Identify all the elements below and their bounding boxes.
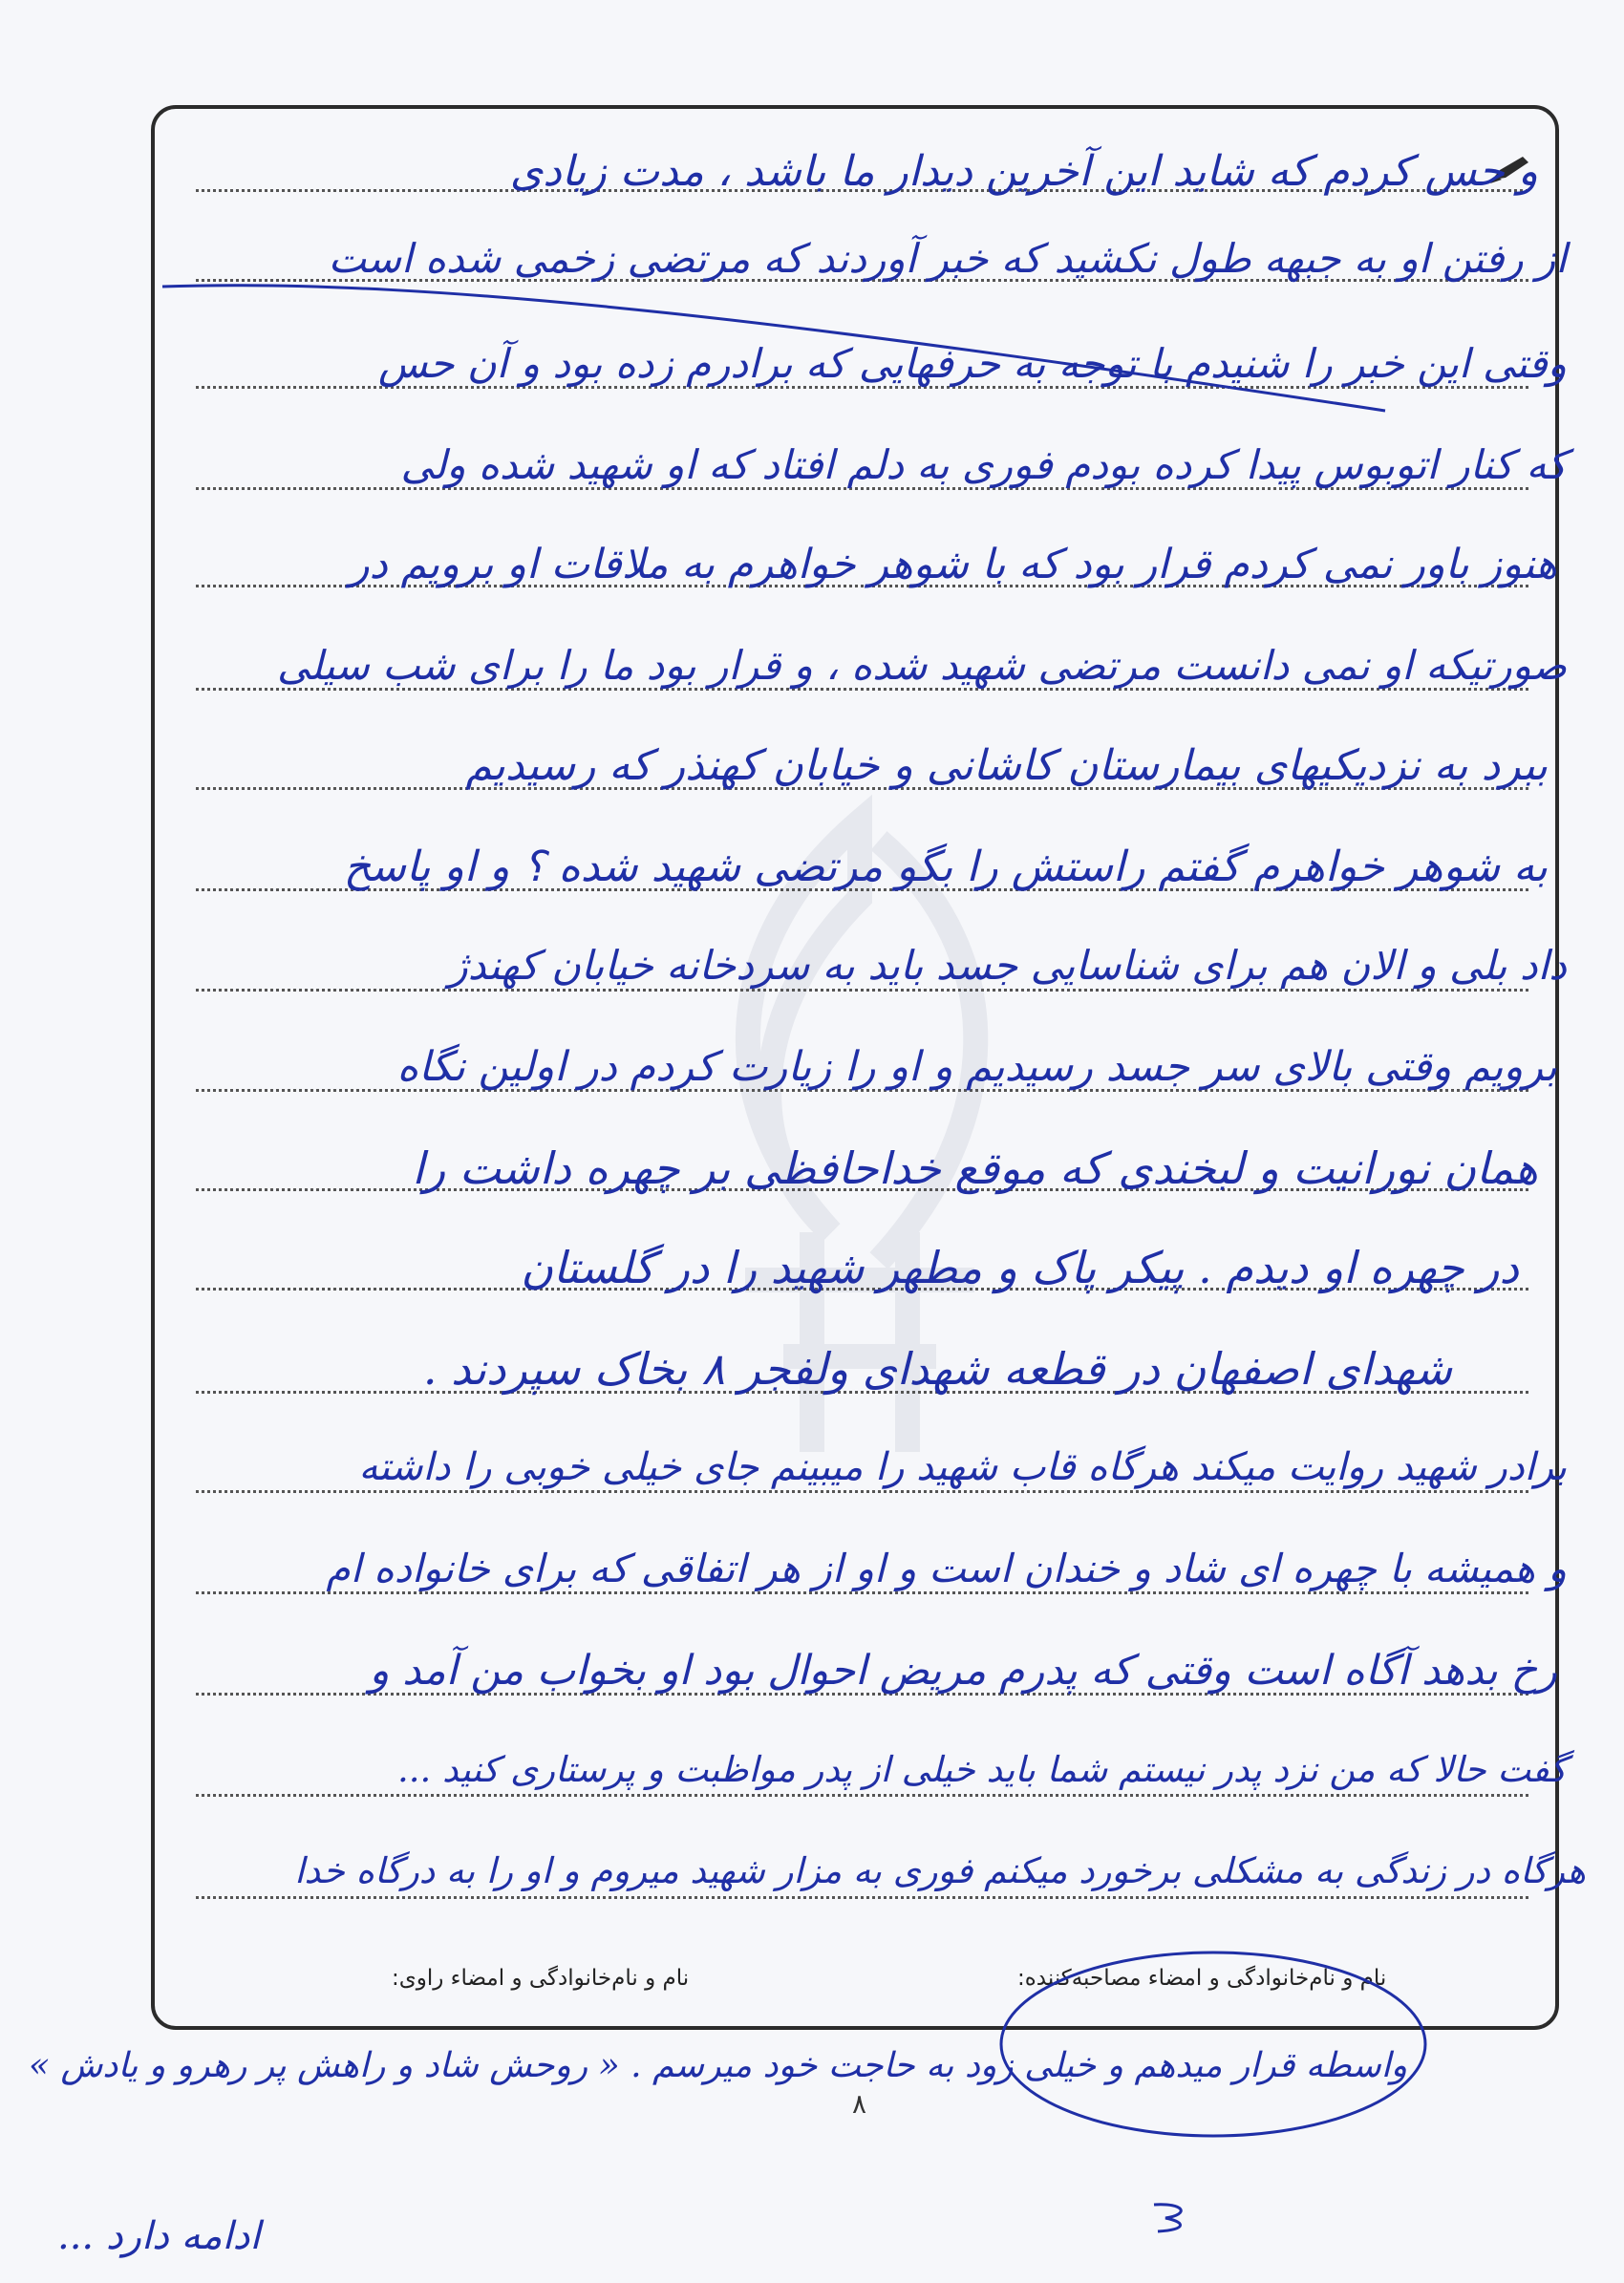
ruled-line: [196, 1794, 1528, 1797]
bottom-handwritten-note: واسطه قرار میدهم و خیلی زود به حاجت خود میرسم . « روحش شاد و راهش پر رهرو و یادش »: [29, 2046, 1408, 2085]
ruled-line: [196, 1490, 1528, 1493]
handwritten-line: صورتیکه او نمی دانست مرتضی شهید شده ، و قرار بود ما را برای شب سیلی: [277, 642, 1567, 689]
handwritten-line: که کنار اتوبوس پیدا کرده بودم فوری به دلم افتاد که او شهید شده ولی: [400, 441, 1567, 488]
narrator-label: نام و نام‌خانوادگی و امضاء راوی:: [392, 1966, 690, 1991]
handwritten-line: داد بلی و الان هم برای شناسایی جسد باید به سردخانه خیابان کهندژ: [448, 942, 1567, 989]
handwritten-line: ببرد به نزدیکیهای بیمارستان کاشانی و خیابان کهنذر که رسیدیم: [465, 741, 1548, 790]
handwritten-line: برادر شهید روایت میکند هرگاه قاب شهید را میبینم جای خیلی خوبی را داشته: [358, 1445, 1567, 1489]
handwritten-line: گفت حالا که من نزد پدر نیستم شما باید خیلی از پدر مواظبت و پرستاری کنید ...: [396, 1749, 1567, 1790]
handwritten-line: هرگاه در زندگی به مشکلی برخورد میکنم فوری به مزار شهید میروم و او را به درگاه خدا: [294, 1850, 1586, 1891]
continuation-note: ادامه دارد ...: [57, 2214, 261, 2258]
handwritten-line: از رفتن او به جبهه طول نکشید که خبر آوردند که مرتضی زخمی شده است: [328, 235, 1567, 282]
handwritten-line: شهدای اصفهان در قطعه شهدای ولفجر ۸ بخاک سپردند .: [422, 1343, 1452, 1395]
pen-squiggle: [1146, 2197, 1204, 2235]
handwritten-line: و حس کردم که شاید این آخرین دیدار ما باشد ، مدت زیادی: [509, 147, 1538, 196]
page-number: ۸: [852, 2088, 867, 2120]
signature-oval: [994, 1944, 1433, 2144]
handwritten-line: در چهره او دیدم . پیکر پاک و مطهر شهید را در گلستان: [521, 1242, 1519, 1293]
handwritten-line: برویم وقتی بالای سر جسد رسیدیم و او را زیارت کردم در اولین نگاه: [396, 1043, 1557, 1091]
handwritten-line: هنوز باور نمی کردم قرار بود که با شوهر خواهرم به ملاقات او برویم در: [349, 541, 1557, 588]
ruled-line: [196, 989, 1528, 992]
handwritten-line: وقتی این خبر را شنیدم با توجه به حرفهایی که برادرم زده بود و آن حس: [377, 340, 1567, 387]
interviewer-label: نام و نام‌خانوادگی و امضاء مصاحبه‌کننده:: [1017, 1966, 1387, 1991]
handwritten-line: همان نورانیت و لبخندی که موقع خداحافظی بر چهره داشت را: [412, 1142, 1538, 1194]
handwritten-line: به شوهر خواهرم گفتم راستش را بگو مرتضی شهید شده ؟ و او پاسخ: [343, 843, 1548, 891]
handwritten-line: رخ بدهد آگاه است وقتی که پدرم مریض احوال بود او بخواب من آمد و: [369, 1647, 1557, 1695]
ruled-line: [196, 1896, 1528, 1899]
pen-stroke: [153, 267, 1395, 420]
handwritten-line: و همیشه با چهره ای شاد و خندان است و او از هر اتفاقی که برای خانواده ام: [326, 1546, 1567, 1591]
ruled-line: [196, 1591, 1528, 1594]
